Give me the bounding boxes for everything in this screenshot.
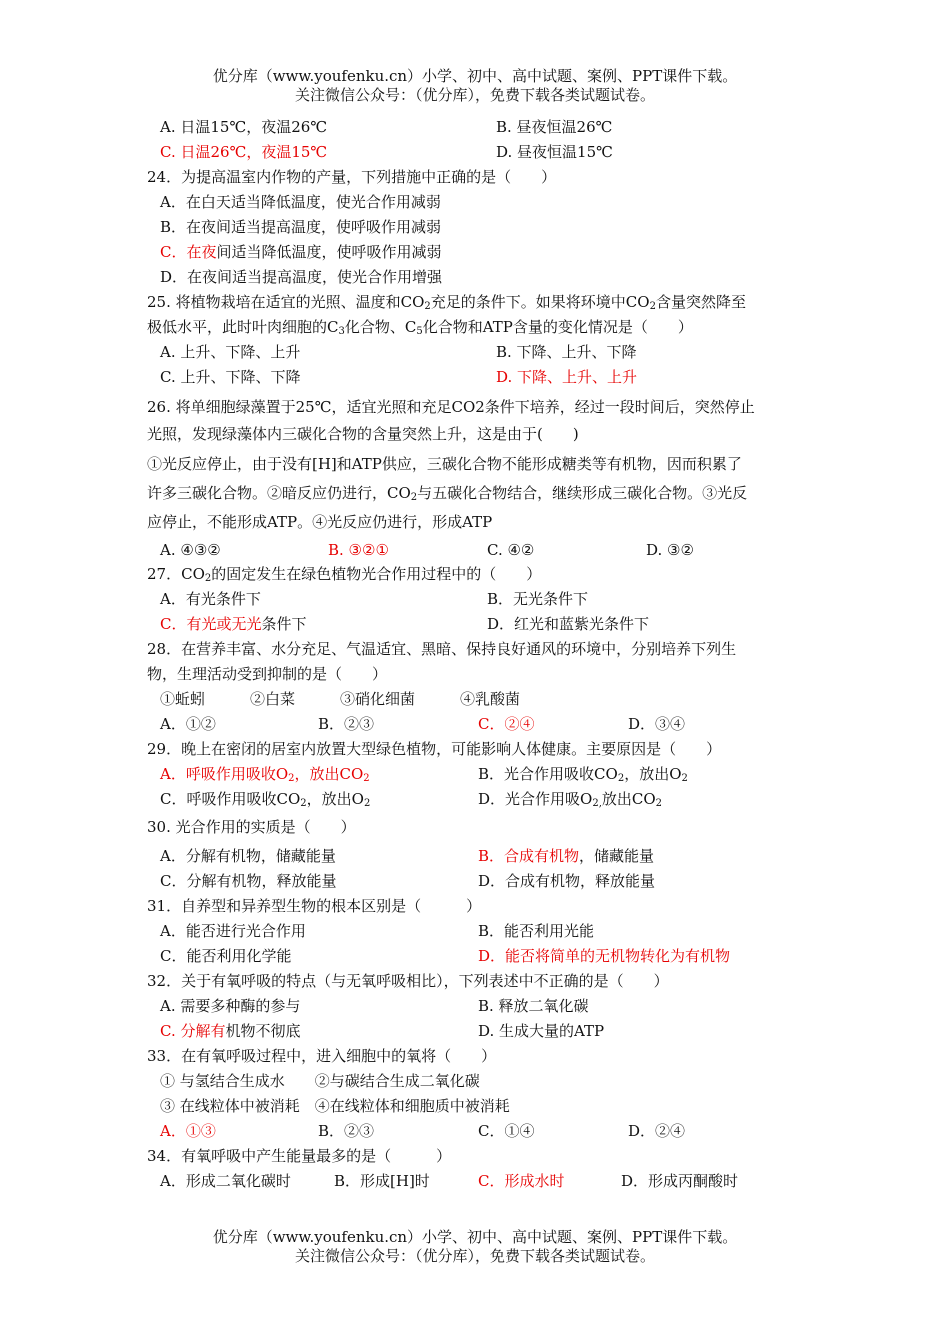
header-line-2: 关注微信公众号：（优分库），免费下载各类试题试卷。 — [294, 86, 655, 104]
q25-option-c: C. 上升、下降、下降 — [160, 368, 301, 386]
q29-d-a: D．光合作用吸O — [478, 790, 593, 808]
footer-line-1: 优分库（www.youfenku.cn）小学、初中、高中试题、案例、PPT课件下载。 — [212, 1228, 738, 1246]
q24-option-c — [160, 240, 442, 264]
q29-d-sub2: 2 — [655, 798, 663, 809]
q28-option-a: A．①② — [160, 715, 216, 733]
q33-items-line-1: ① 与氢结合生成水 ②与碳结合生成二氧化碳 — [160, 1072, 480, 1090]
q30-option-a: A．分解有机物，储藏能量 — [160, 847, 336, 865]
q33-option-a: A．①③ — [160, 1122, 216, 1140]
q25-stem1-sub: 2 — [424, 301, 431, 312]
q29-c-a: C．呼吸作用吸收CO — [160, 790, 301, 808]
q29-a-sub: 2 — [288, 773, 295, 784]
q29-b-b: ，放出O — [624, 765, 682, 783]
q29-a-b: ，放出CO — [294, 765, 364, 783]
q29-c-sub: 2 — [300, 798, 307, 809]
q29-a-a: A．呼吸作用吸收O — [160, 765, 289, 783]
q30-option-c: C．分解有机物，释放能量 — [160, 872, 337, 890]
q27-stem — [147, 562, 541, 586]
q27-stem-sub: 2 — [204, 573, 212, 584]
q29-b-sub: 2 — [617, 773, 625, 784]
q32-stem: 32．关于有氧呼吸的特点（与无氧呼吸相比），下列表述中不正确的是（ ） — [147, 972, 669, 990]
q24-option-b: B．在夜间适当提高温度，使呼吸作用减弱 — [160, 218, 442, 236]
q34-option-a: A．形成二氧化碳时 — [160, 1172, 291, 1190]
q29-c-b: ，放出O — [306, 790, 364, 808]
q24-option-c-rest: 间适当降低温度，使呼吸作用减弱 — [216, 243, 442, 261]
q26-body-line-1: ①光反应停止，由于没有[H]和ATP供应，三碳化合物不能形成糖类等有机物，因而积累了 — [147, 455, 742, 473]
q23-option-d: D. 昼夜恒温15℃ — [496, 143, 613, 161]
q26-option-b: B. ③②① — [328, 541, 389, 559]
q31-option-b: B．能否利用光能 — [478, 922, 595, 940]
q25-stem2-c: 化合物和ATP含量的变化情况是（ ） — [422, 318, 693, 336]
q25-stem1-c: 含量突然降至 — [655, 293, 746, 311]
q26-option-d: D. ③② — [646, 541, 694, 559]
q25-stem2-a: 极低水平，此时叶肉细胞的C — [147, 318, 339, 336]
q30-stem: 30. 光合作用的实质是（ ） — [147, 818, 356, 836]
q33-option-c: C．①④ — [478, 1122, 535, 1140]
q29-option-a — [160, 762, 370, 786]
q32-option-d: D. 生成大量的ATP — [478, 1022, 605, 1040]
q26-stem-line-2: 光照，发现绿藻体内三碳化合物的含量突然上升，这是由于( ) — [147, 425, 579, 443]
header-line-1: 优分库（www.youfenku.cn）小学、初中、高中试题、案例、PPT课件下载。 — [212, 67, 738, 85]
q25-stem2-sub: 3 — [338, 326, 345, 337]
q25-stem1-sub2: 2 — [649, 301, 656, 312]
q25-stem-line-1 — [147, 290, 746, 314]
q32-option-c-answer: C. 分解有 — [160, 1022, 226, 1040]
q24-option-a: A．在白天适当降低温度，使光合作用减弱 — [160, 193, 441, 211]
q31-option-a: A．能否进行光合作用 — [160, 922, 306, 940]
q32-option-c — [160, 1019, 301, 1043]
q29-c-sub2: 2 — [363, 798, 371, 809]
q27-option-b: B．无光条件下 — [487, 590, 589, 608]
q29-a-sub2: 2 — [363, 773, 370, 784]
q25-option-b: B. 下降、上升、下降 — [496, 343, 637, 361]
q32-option-a: A. 需要多种酶的参与 — [160, 997, 301, 1015]
q27-option-a: A．有光条件下 — [160, 590, 261, 608]
q34-option-b: B．形成[H]时 — [334, 1172, 430, 1190]
q23-option-c: C. 日温26℃，夜温15℃ — [160, 143, 328, 161]
q34-option-c: C．形成水时 — [478, 1172, 565, 1190]
q25-stem1-b: 充足的条件下。如果将环境中CO — [430, 293, 650, 311]
q27-stem-a: 27．CO — [147, 565, 205, 583]
q25-stem1-a: 25. 将植物栽培在适宜的光照、温度和CO — [147, 293, 425, 311]
q26-option-a: A. ④③② — [160, 541, 221, 559]
q29-d-b: 放出CO — [601, 790, 656, 808]
q24-option-c-answer: C．在夜 — [160, 243, 217, 261]
q29-b-a: B．光合作用吸收CO — [478, 765, 618, 783]
q28-items: ①蚯蚓 ②白菜 ③硝化细菌 ④乳酸菌 — [160, 690, 521, 708]
q25-stem2-sub2: 5 — [416, 326, 423, 337]
q27-option-c-rest: 条件下 — [261, 615, 307, 633]
q27-option-c-answer: C．有光或无光 — [160, 615, 262, 633]
page-footer — [0, 1228, 950, 1266]
q26-body2-a: 许多三碳化合物。②暗反应仍进行，CO — [147, 484, 411, 502]
q33-stem: 33．在有氧呼吸过程中，进入细胞中的氧将（ ） — [147, 1047, 497, 1065]
q26-body2-sub: 2 — [410, 492, 418, 503]
q24-option-d: D．在夜间适当提高温度，使光合作用增强 — [160, 268, 443, 286]
q31-stem: 31．自养型和异养型生物的根本区别是（ ） — [147, 897, 482, 915]
q30-option-d: D．合成有机物，释放能量 — [478, 872, 656, 890]
q26-stem-line-1: 26. 将单细胞绿藻置于25℃，适宜光照和充足CO2条件下培养，经过一段时间后，突然停止 — [147, 398, 755, 416]
q25-stem2-b: 化合物、C — [344, 318, 417, 336]
q33-items-line-2: ③ 在线粒体中被消耗 ④在线粒体和细胞质中被消耗 — [160, 1097, 510, 1115]
page-header — [0, 67, 950, 105]
q26-body-line-2 — [147, 481, 747, 505]
q26-body-line-3: 应停止，不能形成ATP。④光反应仍进行，形成ATP — [147, 513, 493, 531]
q28-stem-line-2: 物，生理活动受到抑制的是（ ） — [147, 665, 388, 683]
q30-option-b-answer: B．合成有机物 — [478, 847, 580, 865]
q27-option-c — [160, 612, 307, 636]
q29-d-sub: 2, — [592, 798, 602, 809]
q26-body2-b: 与五碳化合物结合，继续形成三碳化合物。③光反 — [417, 484, 748, 502]
q29-b-sub2: 2 — [681, 773, 688, 784]
q24-stem: 24．为提高温室内作物的产量，下列措施中正确的是（ ） — [147, 168, 557, 186]
q25-option-a: A. 上升、下降、上升 — [160, 343, 301, 361]
q23-option-a: A. 日温15℃，夜温26℃ — [160, 118, 328, 136]
q23-option-b: B. 昼夜恒温26℃ — [496, 118, 613, 136]
q29-option-c — [160, 787, 370, 811]
q25-stem-line-2 — [147, 315, 693, 339]
footer-line-2: 关注微信公众号：（优分库），免费下载各类试题试卷。 — [294, 1247, 655, 1265]
q30-option-b-rest: ，储藏能量 — [579, 847, 655, 865]
q28-option-c: C．②④ — [478, 715, 535, 733]
q31-option-d: D．能否将简单的无机物转化为有机物 — [478, 947, 731, 965]
q33-option-b: B．②③ — [318, 1122, 375, 1140]
q26-option-c: C. ④② — [487, 541, 535, 559]
q28-stem-line-1: 28．在营养丰富、水分充足、气温适宜、黑暗、保持良好通风的环境中，分别培养下列生 — [147, 640, 737, 658]
q27-option-d: D．红光和蓝紫光条件下 — [487, 615, 650, 633]
q29-stem: 29．晚上在密闭的居室内放置大型绿色植物，可能影响人体健康。主要原因是（ ） — [147, 740, 722, 758]
q31-option-c: C．能否利用化学能 — [160, 947, 292, 965]
q29-option-d — [478, 787, 662, 811]
q32-option-b: B. 释放二氧化碳 — [478, 997, 589, 1015]
q33-option-d: D．②④ — [628, 1122, 686, 1140]
q28-option-b: B．②③ — [318, 715, 375, 733]
q34-stem: 34．有氧呼吸中产生能量最多的是（ ） — [147, 1147, 452, 1165]
q34-option-d: D．形成丙酮酸时 — [621, 1172, 739, 1190]
q29-option-b — [478, 762, 688, 786]
q30-option-b — [478, 844, 654, 868]
q27-stem-b: 的固定发生在绿色植物光合作用过程中的（ ） — [211, 565, 542, 583]
q28-option-d: D．③④ — [628, 715, 686, 733]
q25-option-d: D. 下降、上升、上升 — [496, 368, 638, 386]
q32-option-c-rest: 机物不彻底 — [225, 1022, 301, 1040]
